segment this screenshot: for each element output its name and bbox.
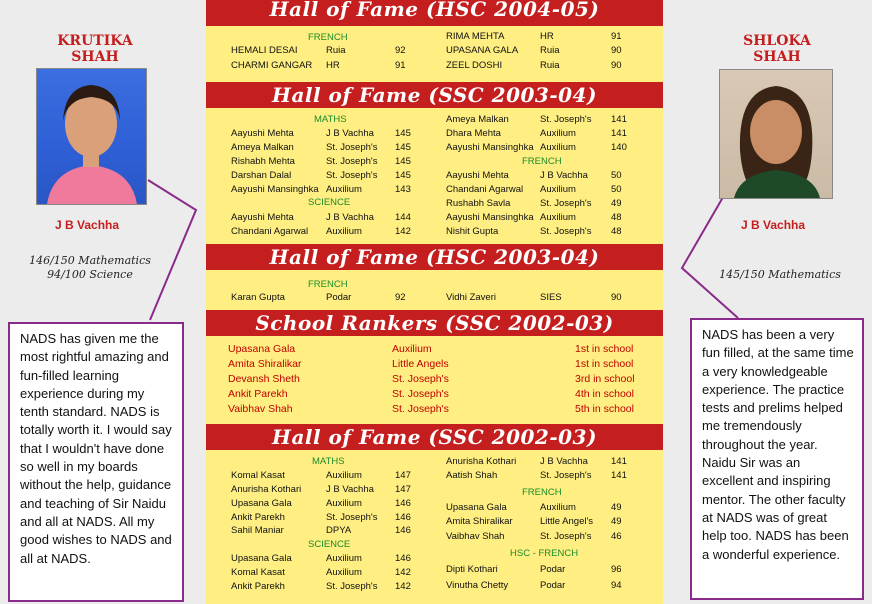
list-item-school: Auxilium [326,226,362,237]
list-item-school: Auxilium [540,212,576,223]
list-item: Ankit Parekh [231,581,285,592]
list-item: Amita Shiralikar [228,358,302,370]
ssc-2002-french-label: FRENCH [522,487,562,498]
list-item: Aayushi Mehta [231,212,294,223]
list-item-school: DPYA [326,525,352,536]
right-student-name-line1: SHLOKA [743,33,811,49]
list-item: Karan Gupta [231,292,285,303]
list-item-school: St. Joseph's [540,198,592,209]
list-item-school: St. Joseph's [326,142,378,153]
list-item: Chandani Agarwal [231,226,309,237]
list-item: Upasana Gala [231,498,292,509]
list-item-score: 145 [395,142,411,153]
list-item-score: 145 [395,128,411,139]
list-item-score: 146 [395,512,411,523]
ssc-2003-maths-label: MATHS [314,114,347,125]
list-item-score: 49 [611,502,622,513]
list-item: Rushabh Savla [446,198,511,209]
list-item-score: 50 [611,184,622,195]
list-item: Vaibhav Shah [446,531,505,542]
list-item-school: St. Joseph's [392,373,449,385]
list-item: Anurisha Kothari [446,456,517,467]
list-item: Aayushi Mansinghka [446,212,534,223]
list-item-rank: 5th in school [575,403,634,415]
list-item-score: 143 [395,184,411,195]
banner-ssc-2003-04: Hall of Fame (SSC 2003-04) [206,82,663,108]
list-item: RIMA MEHTA [446,31,505,42]
list-item: Amita Shiralikar [446,516,513,527]
list-item-rank: 1st in school [575,358,634,370]
right-student-school: J B Vachha [741,218,806,232]
list-item-score: 91 [395,60,406,71]
list-item-school: Auxilium [326,553,362,564]
list-item: Upasana Gala [228,343,296,355]
list-item: HEMALI DESAI [231,45,298,56]
list-item-score: 146 [395,525,411,536]
list-item: Aayushi Mehta [231,128,294,139]
list-item-school: Auxilium [326,498,362,509]
ssc-2002-hsc-french-label: HSC - FRENCH [510,548,579,559]
list-item: Aayushi Mehta [446,170,509,181]
list-item-score: 146 [395,553,411,564]
ssc-2003-science-label: SCIENCE [308,197,351,208]
list-item-school: St. Joseph's [540,226,592,237]
list-item-school: Ruia [540,45,560,56]
list-item-score: 48 [611,212,622,223]
list-item-score: 48 [611,226,622,237]
list-item: Ankit Parekh [231,512,285,523]
list-item-score: 141 [611,456,627,467]
list-item-school: J B Vachha [326,128,374,139]
list-item: Nishit Gupta [446,226,499,237]
list-item-school: Podar [540,580,566,591]
left-student-photo [36,68,147,205]
list-item-score: 96 [611,564,622,575]
list-item-school: Ruia [326,45,346,56]
list-item: UPASANA GALA [446,45,519,56]
list-item-score: 141 [611,470,627,481]
list-item: Aayushi Mansinghka [231,184,319,195]
right-student-photo [719,69,833,199]
left-connector-line [148,180,196,320]
list-item-rank: 1st in school [575,343,634,355]
left-student-school: J B Vachha [55,218,120,232]
list-item-school: SIES [540,292,562,303]
list-item: Upasana Gala [231,553,292,564]
list-item-school: St. Joseph's [392,403,449,415]
list-item-score: 94 [611,580,622,591]
list-item-score: 90 [611,292,622,303]
list-item-score: 140 [611,142,627,153]
list-item: Komal Kasat [231,470,285,481]
list-item: Darshan Dalal [231,170,292,181]
list-item-school: Auxilium [326,184,362,195]
list-item-rank: 3rd in school [575,373,635,385]
list-item-school: Podar [540,564,566,575]
list-item: ZEEL DOSHI [446,60,503,71]
list-item-score: 145 [395,170,411,181]
list-item: Anurisha Kothari [231,484,302,495]
list-item-score: 90 [611,45,622,56]
list-item-score: 147 [395,484,411,495]
list-item: Aatish Shah [446,470,498,481]
hsc-2004-french-label: FRENCH [308,32,348,43]
list-item: Komal Kasat [231,567,285,578]
left-student-name-line2: SHAH [71,49,119,65]
list-item: Ameya Malkan [231,142,294,153]
list-item-score: 50 [611,170,622,181]
list-item: Dhara Mehta [446,128,501,139]
banner-rankers-2002-03: School Rankers (SSC 2002-03) [206,310,663,336]
list-item: Ankit Parekh [228,388,288,400]
banner-ssc-2002-03: Hall of Fame (SSC 2002-03) [206,424,663,450]
left-score-line1: 146/150 Mathematics [29,254,151,267]
list-item-school: St. Joseph's [326,170,378,181]
list-item-rank: 4th in school [575,388,634,400]
list-item-school: Podar [326,292,352,303]
list-item-school: St. Joseph's [326,512,378,523]
left-student-name-line1: KRUTIKA [57,33,133,49]
list-item-score: 49 [611,516,622,527]
list-item-school: St. Joseph's [540,531,592,542]
right-student-name [722,33,832,65]
list-item-school: St. Joseph's [326,156,378,167]
list-item-school: Auxilium [540,128,576,139]
ssc-2003-french-label: FRENCH [522,156,562,167]
list-item-score: 91 [611,31,622,42]
banner-hsc-2004-05: Hall of Fame (HSC 2004-05) [206,0,663,26]
list-item-score: 92 [395,292,406,303]
list-item: CHARMI GANGAR [231,60,313,71]
list-item-score: 145 [395,156,411,167]
list-item: Sahil Maniar [231,525,284,536]
list-item-score: 46 [611,531,622,542]
list-item-school: Auxilium [540,142,576,153]
list-item-score: 147 [395,470,411,481]
list-item-score: 144 [395,212,411,223]
list-item-school: HR [326,60,340,71]
hsc-2003-french-label: FRENCH [308,279,348,290]
left-student-name [40,33,150,65]
list-item: Ameya Malkan [446,114,509,125]
list-item: Devansh Sheth [228,373,300,385]
list-item-score: 90 [611,60,622,71]
list-item-score: 141 [611,128,627,139]
left-student-scores [10,254,170,282]
list-item-score: 142 [395,581,411,592]
list-item: Vaibhav Shah [228,403,293,415]
list-item: Aayushi Mansinghka [446,142,534,153]
right-connector-line [682,192,738,318]
list-item-school: Auxilium [540,184,576,195]
list-item-school: J B Vachha [540,170,588,181]
list-item-score: 49 [611,198,622,209]
list-item: Upasana Gala [446,502,507,513]
list-item-school: Little Angel's [540,516,594,527]
list-item-school: J B Vachha [540,456,588,467]
list-item-score: 146 [395,498,411,509]
hall-of-fame-panel [206,0,663,604]
list-item-school: Ruia [540,60,560,71]
right-testimonial: NADS has been a very fun filled, at the same time a very knowledgeable experience. The practice tests and prelims helped me tremendously throughout the year. Naidu Sir was an excellent and inspiring mentor. The other faculty at NADS was of great help too. NADS has been a wonderful experience. [690,318,864,600]
list-item-school: Auxilium [392,343,432,355]
left-score-line2: 94/100 Science [47,268,133,281]
list-item-school: J B Vachha [326,212,374,223]
right-student-score: 145/150 Mathematics [719,268,841,281]
list-item-school: Auxilium [326,470,362,481]
list-item: Vinutha Chetty [446,580,509,591]
left-testimonial: NADS has given me the most rightful amazing and fun-filled learning experience during my tenth standard. NADS is totally worth it. I would say that I wouldn't have done so well in my boards without the help, guidance and teaching of Sir Naidu and all at NADS. All my good wishes to NADS and all at NADS. [8,322,184,602]
list-item-score: 92 [395,45,406,56]
list-item-school: St. Joseph's [540,114,592,125]
list-item-score: 142 [395,567,411,578]
list-item-school: St. Joseph's [326,581,378,592]
banner-hsc-2003-04: Hall of Fame (HSC 2003-04) [206,244,663,270]
list-item-score: 141 [611,114,627,125]
list-item-school: St. Joseph's [392,388,449,400]
list-item-school: J B Vachha [326,484,374,495]
list-item-school: St. Joseph's [540,470,592,481]
list-item-school: Auxilium [540,502,576,513]
list-item: Chandani Agarwal [446,184,524,195]
list-item: Dipti Kothari [446,564,498,575]
ssc-2002-maths-label: MATHS [312,456,345,467]
list-item-school: Little Angels [392,358,449,370]
list-item: Vidhi Zaveri [446,292,496,303]
list-item-school: Auxilium [326,567,362,578]
list-item: Rishabh Mehta [231,156,295,167]
list-item-score: 142 [395,226,411,237]
list-item-school: HR [540,31,554,42]
ssc-2002-science-label: SCIENCE [308,539,351,550]
right-student-name-line2: SHAH [753,49,801,65]
